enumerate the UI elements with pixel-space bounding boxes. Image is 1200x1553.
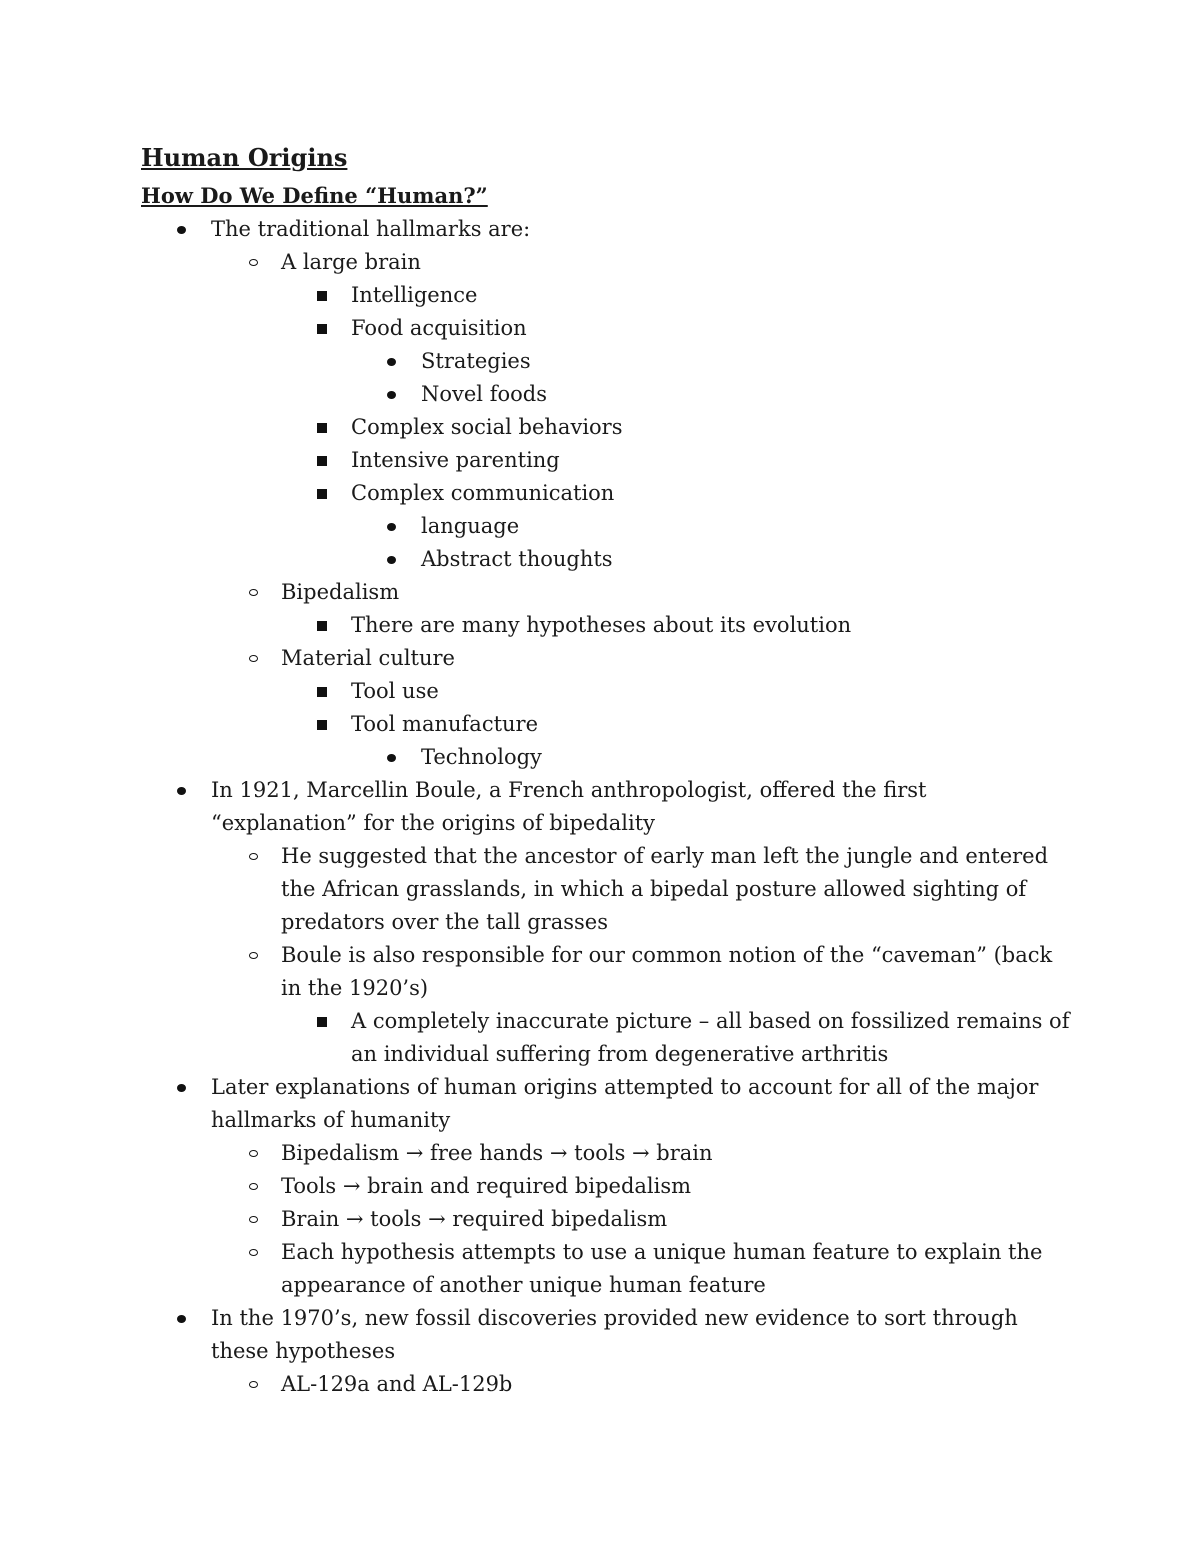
bullet-circle-icon (249, 1249, 258, 1256)
bullet-circle-icon (249, 1216, 258, 1223)
list-item: Each hypothesis attempts to use a unique human feature to explain the appearance of another unique human feature (211, 1236, 1071, 1302)
bullet-square-icon (317, 1017, 327, 1027)
list-item: He suggested that the ancestor of early man left the jungle and entered the African grasslands, in which a bipedal posture allowed sighting of predators over the tall grasses (211, 840, 1071, 939)
bullet-square-icon (317, 687, 327, 697)
bullet-circle-icon (249, 655, 258, 662)
list-item: Complex social behaviors (281, 411, 1071, 444)
list-item: Novel foods (351, 378, 1071, 411)
list-item: Complex communication language Abstract thoughts (281, 477, 1071, 576)
list-item: Strategies (351, 345, 1071, 378)
list-item: In 1921, Marcellin Boule, a French anthropologist, offered the first “explanation” for the origins of bipedality He suggested that the ancestor of early man left the jungle and entered the African grasslands, in which a bipedal posture allowed sighting of predators over the tall grasses Boule is also responsible for our common notion of the “caveman” (back in the 1920’s) A completely inaccurate picture – all based on fossilized remains of an individual suffering from degenerative arthritis (141, 774, 1071, 1071)
bullet-disc-icon (177, 1084, 186, 1092)
list-item: Abstract thoughts (351, 543, 1071, 576)
list-item: Intelligence (281, 279, 1071, 312)
list-item: Food acquisition Strategies Novel foods (281, 312, 1071, 411)
list-item: Boule is also responsible for our common notion of the “caveman” (back in the 1920’s) A completely inaccurate picture – all based on fossilized remains of an individual suffering from degenerative arthritis (211, 939, 1071, 1071)
list-item: A large brain Intelligence Food acquisition Strategies Novel foods Complex social behaviors Intensive parenting Complex communication language Abstract thoughts (211, 246, 1071, 576)
bullet-disc-icon (177, 787, 186, 795)
section-heading: How Do We Define “Human?” (141, 183, 488, 208)
list-item: There are many hypotheses about its evolution (281, 609, 1071, 642)
list-item: Tool use (281, 675, 1071, 708)
outline-list (141, 213, 1071, 1401)
list-item: Later explanations of human origins attempted to account for all of the major hallmarks of humanity Bipedalism → free hands → tools → brain Tools → brain and required bipedalism Brain → tools → required bipedalism Each hypothesis attempts to use a unique human feature to explain the appearance of another unique human feature (141, 1071, 1071, 1302)
list-item: Technology (351, 741, 1071, 774)
bullet-square-icon (317, 456, 327, 466)
list-item: Tool manufacture Technology (281, 708, 1071, 774)
list-item: language (351, 510, 1071, 543)
bullet-circle-icon (249, 1381, 258, 1388)
bullet-disc-icon (387, 523, 396, 531)
list-item: Bipedalism There are many hypotheses about its evolution (211, 576, 1071, 642)
list-item: Bipedalism → free hands → tools → brain (211, 1137, 1071, 1170)
bullet-square-icon (317, 423, 327, 433)
list-item: The traditional hallmarks are: A large brain Intelligence Food acquisition Strategies Novel foods Complex social behaviors Intensive parenting Complex communication language Abstract thoughts Bipedalism There are many hypotheses about its evolution Material culture Tool use Tool manufacture Technology (141, 213, 1071, 774)
bullet-disc-icon (177, 226, 186, 234)
bullet-square-icon (317, 291, 327, 301)
bullet-disc-icon (387, 358, 396, 366)
bullet-circle-icon (249, 952, 258, 959)
bullet-disc-icon (387, 556, 396, 564)
bullet-square-icon (317, 489, 327, 499)
bullet-disc-icon (387, 391, 396, 399)
list-item: In the 1970’s, new fossil discoveries provided new evidence to sort through these hypotheses AL-129a and AL-129b (141, 1302, 1071, 1401)
bullet-square-icon (317, 720, 327, 730)
list-item: Intensive parenting (281, 444, 1071, 477)
bullet-circle-icon (249, 259, 258, 266)
bullet-square-icon (317, 324, 327, 334)
list-item: A completely inaccurate picture – all based on fossilized remains of an individual suffering from degenerative arthritis (281, 1005, 1071, 1071)
list-item: AL-129a and AL-129b (211, 1368, 1071, 1401)
list-item: Tools → brain and required bipedalism (211, 1170, 1071, 1203)
document-title: Human Origins (141, 143, 348, 172)
bullet-circle-icon (249, 589, 258, 596)
bullet-circle-icon (249, 1183, 258, 1190)
list-item: Material culture Tool use Tool manufacture Technology (211, 642, 1071, 774)
bullet-disc-icon (387, 754, 396, 762)
list-item: Brain → tools → required bipedalism (211, 1203, 1071, 1236)
bullet-circle-icon (249, 853, 258, 860)
bullet-square-icon (317, 621, 327, 631)
bullet-disc-icon (177, 1315, 186, 1323)
bullet-circle-icon (249, 1150, 258, 1157)
